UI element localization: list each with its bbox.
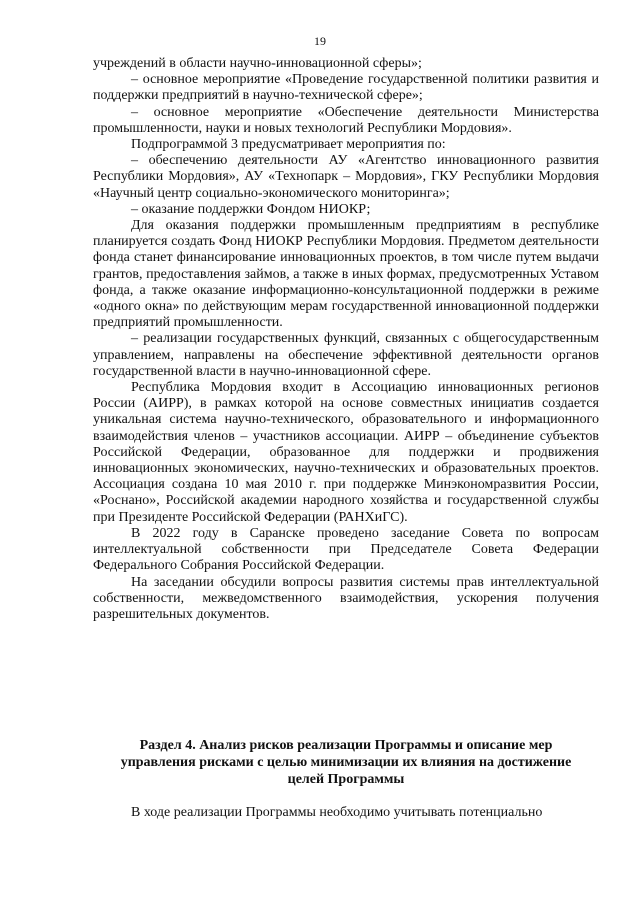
- paragraph: Подпрограммой 3 предусматривает мероприятия по:: [131, 137, 446, 153]
- paragraph: – основное мероприятие «Проведение государственной политики развития и поддержки предприятий в научно-технической сфере»;: [93, 72, 599, 104]
- paragraph: В ходе реализации Программы необходимо учитывать потенциально: [131, 805, 543, 820]
- paragraph: В 2022 году в Саранске проведено заседание Совета по вопросам интеллектуальной собственности при Председателе Совета Федерации Федерального Собрания Российской Федерации.: [93, 525, 599, 574]
- paragraph: Для оказания поддержки промышленным предприятиям в республике планируется создать Фонд НИОКР Республики Мордовия. Предметом деятельности фонда станет финансирование инновационных проектов, в том числе путем выдачи грантов, предоставления займов, а также в иных формах, предусмотренных Уставом фонда, а также оказание информационно-консультационной поддержки в режиме «одного окна» по действующим мерам государственной инновационной поддержки предприятий промышленности.: [93, 218, 599, 331]
- paragraph: учреждений в области научно-инновационной сферы»;: [93, 56, 422, 71]
- body-text: [93, 56, 599, 623]
- paragraph: – обеспечению деятельности АУ «Агентство инновационного развития Республики Мордовия», АУ «Технопарк – Мордовия», ГКУ Республики Мордовия «Научный центр социально-экономического мониторинга»;: [93, 153, 599, 201]
- section-heading: Раздел 4. Анализ рисков реализации Программы и описание мер управления рисками с целью минимизации их влияния на достижение целей Программы: [120, 738, 572, 787]
- paragraph: На заседании обсудили вопросы развития системы прав интеллектуальной собственности, межведомственного взаимодействия, ускорения получения разрешительных документов.: [93, 574, 599, 622]
- paragraph: – реализации государственных функций, связанных с общегосударственным управлением, направлены на обеспечение эффективной деятельности органов государственной власти в научно-инновационной сфере.: [93, 331, 599, 379]
- body-text-continued: [93, 805, 599, 821]
- paragraph: – основное мероприятие «Обеспечение деятельности Министерства промышленности, науки и новых технологий Республики Мордовия».: [93, 104, 599, 136]
- paragraph: Республика Мордовия входит в Ассоциацию инновационных регионов России (АИРР), в рамках которой на основе совместных инициатив создается уникальная система научно-технического, образовательного и информационного взаимодействия членов – участников ассоциации. АИРР – объединение субъектов Российской Федерации, образованное для поддержки и продвижения инновационных экономических, научно-технических и образовательных проектов. Ассоциация создана 10 мая 2010 г. при поддержке Минэкономразвития России, «Роснано», Российской академии народного хозяйства и государственной службы при Президенте Российской Федерации (РАНХиГС).: [93, 380, 599, 525]
- page-number: 19: [314, 34, 326, 48]
- paragraph: – оказание поддержки Фондом НИОКР;: [131, 201, 371, 217]
